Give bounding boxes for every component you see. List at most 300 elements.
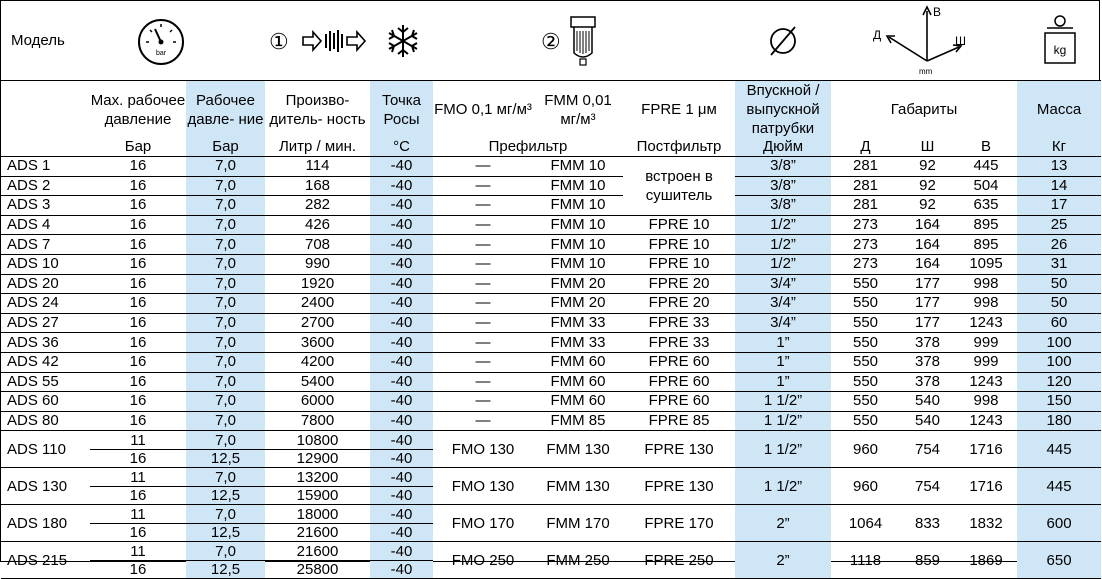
table-row xyxy=(1,274,1101,294)
cell-d: 281 xyxy=(831,196,900,216)
filter-flow-icon xyxy=(301,28,371,54)
cell-h: 895 xyxy=(955,235,1017,255)
cell-w: 92 xyxy=(900,196,955,216)
cell-d: 281 xyxy=(831,176,900,196)
cell-cap: 426 xyxy=(265,215,370,235)
unit-row xyxy=(1,138,1101,157)
col-fmo: FMO 0,1 мг/м³ xyxy=(434,101,532,118)
cell-fpre: FPRE 10 xyxy=(623,215,735,235)
cell-kg: 600 xyxy=(1017,505,1101,542)
cell-cap: 21600 xyxy=(265,542,370,561)
height-axis-label: В xyxy=(933,5,942,19)
cell-w: 378 xyxy=(900,372,955,392)
cell-dew: -40 xyxy=(370,157,433,177)
cell-fpre: FPRE 33 xyxy=(623,333,735,353)
cell-work: 7,0 xyxy=(186,235,265,255)
cell-kg: 14 xyxy=(1017,176,1101,196)
cell-fmo: — xyxy=(433,294,533,314)
cell-kg: 50 xyxy=(1017,294,1101,314)
cell-port: 2” xyxy=(735,542,831,579)
cell-fmo: — xyxy=(433,196,533,216)
cell-kg: 60 xyxy=(1017,313,1101,333)
cell-kg: 25 xyxy=(1017,215,1101,235)
cell-max: 16 xyxy=(90,196,186,216)
cell-work: 7,0 xyxy=(186,542,265,561)
kg-label: kg xyxy=(1053,43,1067,57)
cell-cap: 13200 xyxy=(265,468,370,487)
cell-d: 550 xyxy=(831,411,900,431)
cell-cap: 4200 xyxy=(265,352,370,372)
cell-h: 999 xyxy=(955,333,1017,353)
cell-work: 7,0 xyxy=(186,392,265,412)
table-row xyxy=(1,294,1101,314)
cell-kg: 445 xyxy=(1017,431,1101,468)
cell-dew: -40 xyxy=(370,215,433,235)
cell-fmo: — xyxy=(433,411,533,431)
cell-model: ADS 27 xyxy=(1,313,90,333)
cell-work: 7,0 xyxy=(186,468,265,487)
cell-work: 7,0 xyxy=(186,372,265,392)
cell-fpre: FPRE 130 xyxy=(623,468,735,505)
snowflake-icon xyxy=(385,23,421,59)
cell-w: 378 xyxy=(900,352,955,372)
cell-h: 1832 xyxy=(955,505,1017,542)
cell-kg: 17 xyxy=(1017,196,1101,216)
cell-fpre: FPRE 60 xyxy=(623,372,735,392)
cell-kg: 445 xyxy=(1017,468,1101,505)
cell-work: 7,0 xyxy=(186,176,265,196)
cell-kg: 100 xyxy=(1017,333,1101,353)
col-dew-point: Точка Росы xyxy=(370,81,433,138)
cell-model: ADS 80 xyxy=(1,411,90,431)
cell-cap: 21600 xyxy=(265,523,370,542)
cell-port: 3/8” xyxy=(735,196,831,216)
cell-work: 7,0 xyxy=(186,215,265,235)
cell-fmm: FMM 60 xyxy=(533,392,623,412)
cell-work: 7,0 xyxy=(186,294,265,314)
cell-fpre: FPRE 60 xyxy=(623,352,735,372)
cell-fmm: FMM 60 xyxy=(533,352,623,372)
cell-cap: 15900 xyxy=(265,486,370,505)
small-model-rows xyxy=(1,157,1101,431)
cell-max: 16 xyxy=(90,157,186,177)
cell-w: 92 xyxy=(900,176,955,196)
cell-work: 7,0 xyxy=(186,431,265,450)
cell-dew: -40 xyxy=(370,254,433,274)
cell-fmm: FMM 130 xyxy=(533,431,623,468)
unit-d: Д xyxy=(831,138,900,157)
cell-port: 1/2” xyxy=(735,235,831,255)
table-row xyxy=(1,505,1101,524)
cell-fmo: — xyxy=(433,372,533,392)
cell-work: 7,0 xyxy=(186,333,265,353)
cell-port: 3/4” xyxy=(735,294,831,314)
cell-model: ADS 215 xyxy=(1,542,90,579)
cell-port: 1/2” xyxy=(735,254,831,274)
col-dimensions: Габариты xyxy=(890,101,958,118)
cell-h: 1716 xyxy=(955,431,1017,468)
length-axis-label: Д xyxy=(873,28,882,42)
stage-2-marker: ② xyxy=(541,29,561,54)
cell-d: 1118 xyxy=(831,542,900,579)
cell-cap: 7800 xyxy=(265,411,370,431)
cell-max: 16 xyxy=(90,215,186,235)
cell-kg: 13 xyxy=(1017,157,1101,177)
cell-dew: -40 xyxy=(370,274,433,294)
table-row xyxy=(1,392,1101,412)
cell-model: ADS 1 xyxy=(1,157,90,177)
col-work-pressure: Рабочее давле- ние xyxy=(186,81,265,138)
icon-header-row xyxy=(1,1,1101,81)
cell-cap: 10800 xyxy=(265,431,370,450)
cell-kg: 120 xyxy=(1017,372,1101,392)
cell-d: 960 xyxy=(831,468,900,505)
cell-d: 273 xyxy=(831,215,900,235)
cell-h: 895 xyxy=(955,215,1017,235)
cell-port: 1” xyxy=(735,352,831,372)
cell-h: 1095 xyxy=(955,254,1017,274)
cell-cap: 3600 xyxy=(265,333,370,353)
cell-work: 7,0 xyxy=(186,157,265,177)
cell-model: ADS 55 xyxy=(1,372,90,392)
cell-fmm: FMM 130 xyxy=(533,468,623,505)
cell-max: 16 xyxy=(90,176,186,196)
cell-h: 1243 xyxy=(955,411,1017,431)
cell-work: 7,0 xyxy=(186,505,265,524)
cell-fmm: FMM 33 xyxy=(533,333,623,353)
cell-w: 540 xyxy=(900,392,955,412)
cell-fmo: FMO 130 xyxy=(433,431,533,468)
cell-dew: -40 xyxy=(370,486,433,505)
filter-housing-icon xyxy=(567,15,599,67)
cell-cap: 990 xyxy=(265,254,370,274)
unit-work-pressure: Бар xyxy=(186,138,265,157)
cell-max: 16 xyxy=(90,333,186,353)
cell-w: 177 xyxy=(900,294,955,314)
cell-dew: -40 xyxy=(370,235,433,255)
cell-fmo: FMO 170 xyxy=(433,505,533,542)
cell-dew: -40 xyxy=(370,411,433,431)
cell-h: 998 xyxy=(955,392,1017,412)
cell-d: 550 xyxy=(831,274,900,294)
cell-h: 1243 xyxy=(955,313,1017,333)
cell-fmm: FMM 250 xyxy=(533,542,623,579)
cell-max: 16 xyxy=(90,560,186,579)
cell-dew: -40 xyxy=(370,392,433,412)
dimensions-axes-icon xyxy=(869,3,979,79)
cell-fmo: — xyxy=(433,333,533,353)
cell-h: 1243 xyxy=(955,372,1017,392)
cell-max: 16 xyxy=(90,523,186,542)
cell-work: 7,0 xyxy=(186,411,265,431)
cell-d: 550 xyxy=(831,313,900,333)
cell-port: 1” xyxy=(735,372,831,392)
cell-max: 16 xyxy=(90,352,186,372)
cell-h: 998 xyxy=(955,294,1017,314)
cell-fmo: — xyxy=(433,157,533,177)
unit-max-pressure: Бар xyxy=(90,138,186,157)
table-row xyxy=(1,157,1101,177)
cell-d: 550 xyxy=(831,294,900,314)
cell-dew: -40 xyxy=(370,468,433,487)
unit-capacity: Литр / мин. xyxy=(265,138,370,157)
cell-fmo: — xyxy=(433,274,533,294)
cell-fpre: FPRE 60 xyxy=(623,392,735,412)
cell-cap: 1920 xyxy=(265,274,370,294)
table-row xyxy=(1,313,1101,333)
cell-h: 445 xyxy=(955,157,1017,177)
cell-w: 754 xyxy=(900,431,955,468)
cell-fmm: FMM 10 xyxy=(533,235,623,255)
cell-port: 3/4” xyxy=(735,274,831,294)
cell-fmm: FMM 10 xyxy=(533,254,623,274)
cell-fpre: FPRE 20 xyxy=(623,274,735,294)
pressure-gauge-icon xyxy=(136,17,186,67)
cell-port: 1 1/2” xyxy=(735,411,831,431)
cell-d: 960 xyxy=(831,431,900,468)
cell-fpre: FPRE 85 xyxy=(623,411,735,431)
unit-dew-point: °C xyxy=(370,138,433,157)
col-fmm: FMM 0,01 мг/м³ xyxy=(544,91,612,128)
model-label: Модель xyxy=(11,32,65,49)
cell-fpre: FPRE 250 xyxy=(623,542,735,579)
svg-text:bar: bar xyxy=(155,50,167,57)
cell-w: 378 xyxy=(900,333,955,353)
cell-h: 1869 xyxy=(955,542,1017,579)
cell-w: 177 xyxy=(900,313,955,333)
cell-cap: 25800 xyxy=(265,560,370,579)
cell-w: 859 xyxy=(900,542,955,579)
cell-port: 2” xyxy=(735,505,831,542)
cell-w: 92 xyxy=(900,157,955,177)
cell-w: 164 xyxy=(900,254,955,274)
table-row xyxy=(1,372,1101,392)
cell-max: 16 xyxy=(90,313,186,333)
builtin-note: встроен в сушитель xyxy=(623,157,735,216)
table-row xyxy=(1,542,1101,561)
cell-d: 550 xyxy=(831,333,900,353)
unit-h: В xyxy=(955,138,1017,157)
table-row xyxy=(1,235,1101,255)
cell-work: 12,5 xyxy=(186,560,265,579)
col-mass: Масса xyxy=(1017,81,1101,138)
cell-model: ADS 7 xyxy=(1,235,90,255)
cell-port: 3/8” xyxy=(735,157,831,177)
cell-w: 164 xyxy=(900,215,955,235)
cell-h: 504 xyxy=(955,176,1017,196)
cell-d: 550 xyxy=(831,392,900,412)
cell-max: 16 xyxy=(90,486,186,505)
cell-max: 16 xyxy=(90,372,186,392)
mm-label: mm xyxy=(919,67,933,76)
cell-cap: 2700 xyxy=(265,313,370,333)
cell-fmm: FMM 60 xyxy=(533,372,623,392)
cell-d: 273 xyxy=(831,254,900,274)
cell-cap: 168 xyxy=(265,176,370,196)
cell-model: ADS 4 xyxy=(1,215,90,235)
cell-dew: -40 xyxy=(370,560,433,579)
cell-dew: -40 xyxy=(370,333,433,353)
cell-fmo: — xyxy=(433,215,533,235)
cell-fpre: FPRE 130 xyxy=(623,431,735,468)
cell-w: 833 xyxy=(900,505,955,542)
cell-kg: 26 xyxy=(1017,235,1101,255)
cell-d: 273 xyxy=(831,235,900,255)
cell-dew: -40 xyxy=(370,523,433,542)
cell-fpre: FPRE 10 xyxy=(623,254,735,274)
cell-model: ADS 180 xyxy=(1,505,90,542)
cell-model: ADS 130 xyxy=(1,468,90,505)
column-header-row xyxy=(1,81,1101,138)
cell-cap: 282 xyxy=(265,196,370,216)
cell-kg: 150 xyxy=(1017,392,1101,412)
weight-icon xyxy=(1041,13,1079,67)
cell-dew: -40 xyxy=(370,313,433,333)
cell-fmo: — xyxy=(433,392,533,412)
cell-d: 1064 xyxy=(831,505,900,542)
cell-dew: -40 xyxy=(370,196,433,216)
cell-model: ADS 3 xyxy=(1,196,90,216)
unit-ports: Дюйм xyxy=(735,138,831,157)
table-row xyxy=(1,431,1101,450)
cell-h: 635 xyxy=(955,196,1017,216)
cell-dew: -40 xyxy=(370,352,433,372)
cell-port: 3/4” xyxy=(735,313,831,333)
cell-work: 7,0 xyxy=(186,352,265,372)
unit-postfilter: Постфильтр xyxy=(623,138,735,157)
cell-dew: -40 xyxy=(370,542,433,561)
diameter-icon xyxy=(767,25,799,57)
cell-model: ADS 24 xyxy=(1,294,90,314)
cell-max: 16 xyxy=(90,294,186,314)
cell-model: ADS 20 xyxy=(1,274,90,294)
cell-fmo: FMO 130 xyxy=(433,468,533,505)
cell-fmo: FMO 250 xyxy=(433,542,533,579)
cell-kg: 100 xyxy=(1017,352,1101,372)
table-row xyxy=(1,254,1101,274)
cell-d: 550 xyxy=(831,352,900,372)
cell-model: ADS 10 xyxy=(1,254,90,274)
cell-fmo: — xyxy=(433,313,533,333)
cell-h: 1716 xyxy=(955,468,1017,505)
cell-model: ADS 36 xyxy=(1,333,90,353)
cell-fmo: — xyxy=(433,176,533,196)
cell-dew: -40 xyxy=(370,449,433,468)
cell-kg: 650 xyxy=(1017,542,1101,579)
cell-dew: -40 xyxy=(370,431,433,450)
col-capacity: Произво- дитель- ность xyxy=(269,91,366,128)
cell-fpre: FPRE 20 xyxy=(623,294,735,314)
unit-mass: Кг xyxy=(1017,138,1101,157)
cell-model: ADS 2 xyxy=(1,176,90,196)
cell-model: ADS 110 xyxy=(1,431,90,468)
cell-fmm: FMM 10 xyxy=(533,196,623,216)
cell-d: 550 xyxy=(831,372,900,392)
table-row xyxy=(1,215,1101,235)
cell-cap: 5400 xyxy=(265,372,370,392)
cell-fpre: FPRE 33 xyxy=(623,313,735,333)
cell-w: 164 xyxy=(900,235,955,255)
table-row xyxy=(1,411,1101,431)
cell-port: 1 1/2” xyxy=(735,468,831,505)
cell-dew: -40 xyxy=(370,176,433,196)
cell-max: 16 xyxy=(90,274,186,294)
cell-kg: 31 xyxy=(1017,254,1101,274)
cell-h: 998 xyxy=(955,274,1017,294)
cell-fmm: FMM 20 xyxy=(533,294,623,314)
cell-work: 7,0 xyxy=(186,274,265,294)
cell-cap: 2400 xyxy=(265,294,370,314)
cell-h: 999 xyxy=(955,352,1017,372)
cell-cap: 114 xyxy=(265,157,370,177)
cell-cap: 12900 xyxy=(265,449,370,468)
cell-max: 16 xyxy=(90,411,186,431)
cell-port: 1 1/2” xyxy=(735,392,831,412)
unit-w: Ш xyxy=(900,138,955,157)
cell-model: ADS 42 xyxy=(1,352,90,372)
unit-prefilter: Префильтр xyxy=(433,138,623,157)
cell-fmm: FMM 85 xyxy=(533,411,623,431)
cell-kg: 180 xyxy=(1017,411,1101,431)
large-model-rows xyxy=(1,431,1101,579)
cell-max: 11 xyxy=(90,542,186,561)
cell-model: ADS 60 xyxy=(1,392,90,412)
cell-d: 281 xyxy=(831,157,900,177)
cell-cap: 6000 xyxy=(265,392,370,412)
cell-port: 1/2” xyxy=(735,215,831,235)
table-row xyxy=(1,468,1101,487)
cell-max: 11 xyxy=(90,505,186,524)
cell-work: 12,5 xyxy=(186,486,265,505)
cell-fmm: FMM 33 xyxy=(533,313,623,333)
cell-fmo: — xyxy=(433,352,533,372)
stage-1-marker: ① xyxy=(269,29,289,54)
cell-dew: -40 xyxy=(370,505,433,524)
table-row xyxy=(1,333,1101,353)
table-row xyxy=(1,176,1101,196)
table-row xyxy=(1,352,1101,372)
cell-fmm: FMM 170 xyxy=(533,505,623,542)
cell-work: 12,5 xyxy=(186,523,265,542)
cell-fmm: FMM 20 xyxy=(533,274,623,294)
cell-work: 7,0 xyxy=(186,313,265,333)
cell-max: 11 xyxy=(90,431,186,450)
cell-fmo: — xyxy=(433,235,533,255)
cell-max: 16 xyxy=(90,392,186,412)
table-row xyxy=(1,196,1101,216)
width-axis-label: Ш xyxy=(955,34,966,48)
cell-fmm: FMM 10 xyxy=(533,176,623,196)
cell-fmm: FMM 10 xyxy=(533,157,623,177)
cell-dew: -40 xyxy=(370,294,433,314)
cell-fmo: — xyxy=(433,254,533,274)
col-max-pressure: Max. рабочее давление xyxy=(90,91,186,128)
cell-fpre: FPRE 170 xyxy=(623,505,735,542)
cell-w: 177 xyxy=(900,274,955,294)
cell-max: 16 xyxy=(90,235,186,255)
cell-work: 7,0 xyxy=(186,196,265,216)
cell-cap: 708 xyxy=(265,235,370,255)
col-ports: Впускной / выпускной патрубки xyxy=(735,81,831,138)
cell-fpre: FPRE 10 xyxy=(623,235,735,255)
cell-fmm: FMM 10 xyxy=(533,215,623,235)
cell-w: 540 xyxy=(900,411,955,431)
cell-work: 7,0 xyxy=(186,254,265,274)
cell-max: 16 xyxy=(90,449,186,468)
cell-port: 3/8” xyxy=(735,176,831,196)
cell-max: 16 xyxy=(90,254,186,274)
cell-port: 1” xyxy=(735,333,831,353)
